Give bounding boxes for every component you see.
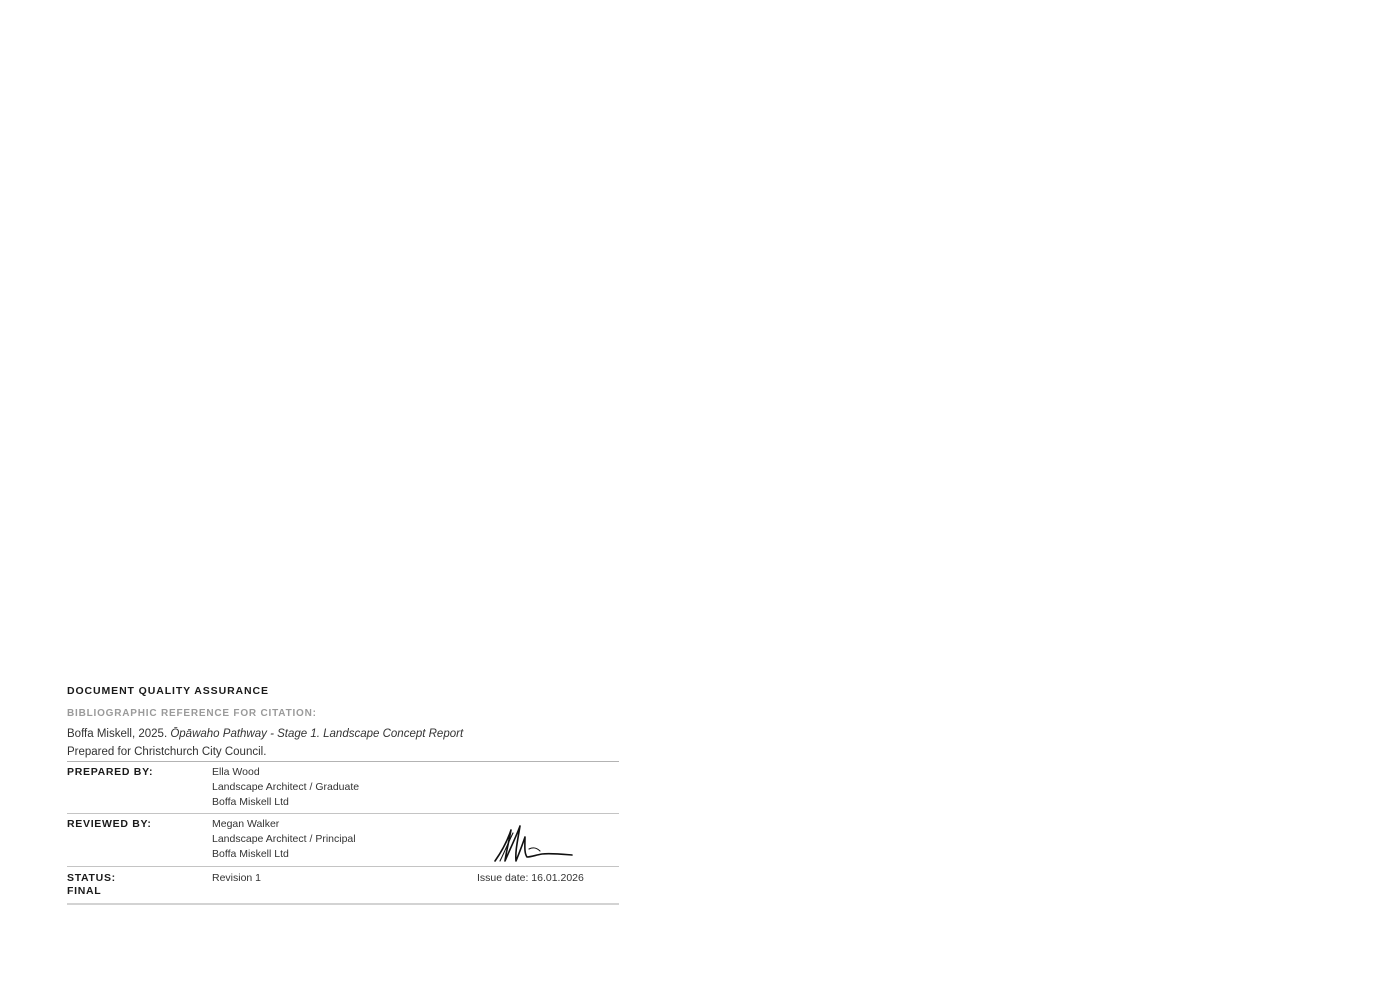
prepared-by-company: Boffa Miskell Ltd: [212, 796, 289, 809]
prepared-by-details: [212, 765, 359, 811]
document-quality-assurance: [67, 683, 619, 905]
reviewed-by-company: Boffa Miskell Ltd: [212, 848, 289, 861]
citation-author-year: Boffa Miskell, 2025.: [67, 728, 171, 740]
reviewed-by-name: Megan Walker: [212, 818, 280, 830]
prepared-by-name: Ella Wood: [212, 766, 260, 778]
reviewed-by-role: Landscape Architect / Principal: [212, 833, 356, 846]
citation: [67, 725, 619, 761]
status-label: [67, 872, 116, 898]
issue-date: Issue date: 16.01.2026: [477, 872, 584, 884]
status-label-line: STATUS:: [67, 872, 116, 884]
status-value: FINAL: [67, 885, 102, 897]
prepared-by-role: Landscape Architect / Graduate: [212, 781, 360, 794]
signature-image: [492, 821, 582, 865]
prepared-by-row: [67, 762, 619, 814]
bibliographic-reference-label: BIBLIOGRAPHIC REFERENCE FOR CITATION:: [67, 708, 317, 719]
citation-title: Ōpāwaho Pathway - Stage 1. Landscape Concept Report: [170, 728, 464, 740]
status-row: [67, 867, 619, 905]
reviewed-by-label: REVIEWED BY:: [67, 818, 152, 830]
prepared-by-label: PREPARED BY:: [67, 766, 154, 778]
revision: Revision 1: [212, 872, 262, 884]
citation-line-1: [67, 725, 619, 743]
qa-heading: DOCUMENT QUALITY ASSURANCE: [67, 685, 269, 697]
citation-prepared-for: Prepared for Christchurch City Council.: [67, 746, 267, 758]
reviewed-by-row: [67, 814, 619, 867]
reviewed-by-details: [212, 817, 356, 863]
